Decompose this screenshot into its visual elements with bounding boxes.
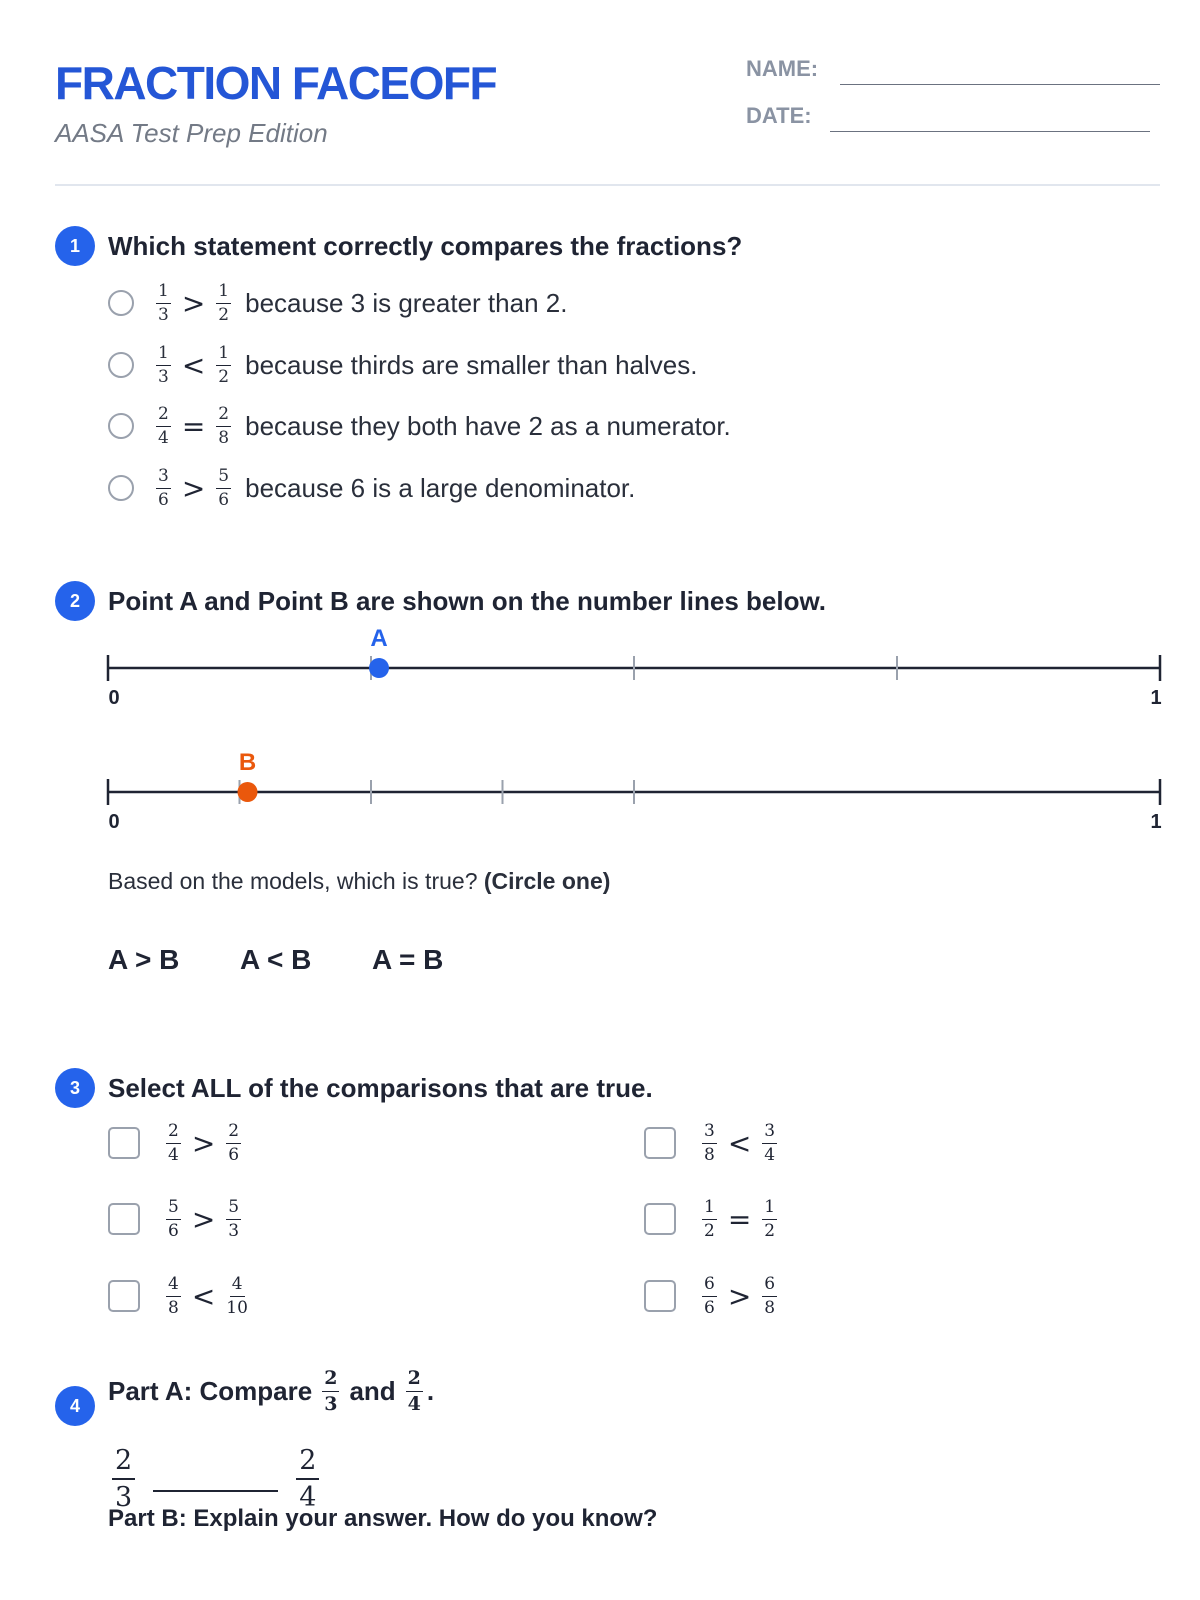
option-fraction-left: $\frac{1}{3}$: [158, 280, 169, 325]
part-a-and: and: [349, 1375, 396, 1406]
checkbox[interactable]: [108, 1203, 140, 1235]
item-fraction-right: $\frac{1}{2}$: [764, 1196, 776, 1241]
question-1-text: Which statement correctly compares the fractions?: [108, 231, 743, 261]
comparison-symbol: >: [727, 1279, 752, 1313]
option-reason: because 3 is greater than 2.: [245, 287, 568, 318]
question-3-text: Select ALL of the comparisons that are true.: [108, 1073, 653, 1103]
compare-fraction-left: $\frac{2}{3}$: [112, 1447, 135, 1511]
worksheet-subtitle: AASA Test Prep Edition: [55, 118, 328, 148]
point-label: A: [370, 625, 388, 652]
point-label: B: [238, 749, 257, 776]
option-fraction-right: $\frac{5}{6}$: [218, 465, 230, 510]
option-fraction-left: $\frac{2}{4}$: [158, 403, 169, 448]
question-4-part-a: [108, 1363, 434, 1419]
checkbox[interactable]: [108, 1280, 140, 1312]
part-a-fraction-2: $\frac{2}{4}$: [407, 1366, 421, 1415]
comparison-symbol: >: [181, 471, 206, 505]
option-fraction-left: $\frac{3}{6}$: [158, 465, 169, 510]
item-fraction-left: $\frac{3}{8}$: [704, 1120, 715, 1165]
comparison-symbol: >: [191, 1126, 216, 1160]
option-fraction-right: $\frac{1}{2}$: [218, 342, 230, 387]
prompt-text: Based on the models, which is true?: [108, 868, 478, 894]
question-2-badge: 2: [55, 581, 95, 621]
prompt-instruction: (Circle one): [483, 868, 611, 894]
comparison-checkbox-item[interactable]: [108, 1118, 243, 1168]
number-line-2: [108, 749, 1162, 833]
item-fraction-left: $\frac{6}{6}$: [704, 1273, 715, 1318]
comparison-symbol: =: [727, 1202, 752, 1236]
comparison-symbol: =: [181, 409, 206, 443]
item-fraction-right: $\frac{3}{4}$: [764, 1120, 776, 1165]
option-fraction-left: $\frac{1}{3}$: [158, 342, 169, 387]
checkbox[interactable]: [108, 1127, 140, 1159]
comparison-blank-row: [112, 1447, 319, 1511]
comparison-checkbox-item[interactable]: [644, 1118, 779, 1168]
item-fraction-right: $\frac{4}{10}$: [226, 1273, 248, 1318]
date-label: DATE:: [746, 103, 812, 128]
compare-fraction-right: $\frac{2}{4}$: [296, 1447, 319, 1511]
question-3-badge: 3: [55, 1068, 95, 1108]
option-reason: because thirds are smaller than halves.: [245, 349, 698, 380]
choice-a-less-b[interactable]: A < B: [240, 944, 312, 975]
point-a: [369, 658, 389, 678]
point-b: [238, 782, 258, 802]
item-fraction-left: $\frac{1}{2}$: [704, 1196, 715, 1241]
question-1-badge: 1: [55, 226, 95, 266]
item-fraction-left: $\frac{5}{6}$: [168, 1196, 179, 1241]
item-fraction-right: $\frac{5}{3}$: [228, 1196, 240, 1241]
item-fraction-right: $\frac{6}{8}$: [764, 1273, 776, 1318]
option-fraction-right: $\frac{1}{2}$: [218, 280, 230, 325]
item-fraction-left: $\frac{4}{8}$: [168, 1273, 179, 1318]
item-fraction-right: $\frac{2}{6}$: [228, 1120, 240, 1165]
choice-a-equal-b[interactable]: A = B: [372, 944, 444, 975]
worksheet-title: FRACTION FACEOFF: [55, 57, 497, 109]
option-fraction-right: $\frac{2}{8}$: [218, 403, 230, 448]
question-2-prompt: [108, 868, 610, 895]
end-label: 1: [1150, 811, 1162, 833]
comparison-checkbox-item[interactable]: [644, 1194, 779, 1244]
checkbox[interactable]: [644, 1203, 676, 1235]
comparison-symbol: >: [191, 1202, 216, 1236]
part-a-period: .: [426, 1375, 435, 1406]
comparison-symbol: <: [191, 1279, 216, 1313]
comparison-symbol: <: [727, 1126, 752, 1160]
name-label: NAME:: [746, 56, 819, 81]
comparison-symbol: <: [181, 348, 206, 382]
comparison-answer-blank[interactable]: [153, 1490, 278, 1492]
part-a-fraction-1: $\frac{2}{3}$: [324, 1366, 338, 1415]
choice-a-greater-b[interactable]: A > B: [108, 944, 180, 975]
item-fraction-left: $\frac{2}{4}$: [168, 1120, 179, 1165]
comparison-checkbox-item[interactable]: [644, 1271, 779, 1321]
comparison-checkbox-item[interactable]: [108, 1194, 243, 1244]
checkbox[interactable]: [644, 1280, 676, 1312]
option-reason: because 6 is a large denominator.: [245, 472, 636, 503]
checkbox[interactable]: [644, 1127, 676, 1159]
option-reason: because they both have 2 as a numerator.: [245, 410, 731, 441]
question-4-badge: 4: [55, 1386, 95, 1426]
comparison-checkbox-item[interactable]: [108, 1271, 250, 1321]
comparison-symbol: >: [181, 286, 206, 320]
start-label: 0: [108, 687, 120, 709]
part-a-prefix: Part A: Compare: [108, 1375, 313, 1406]
question-2-text: Point A and Point B are shown on the number lines below.: [108, 586, 826, 616]
start-label: 0: [108, 811, 120, 833]
end-label: 1: [1150, 687, 1162, 709]
question-4-part-b: Part B: Explain your answer. How do you know?: [108, 1505, 658, 1532]
number-line-1: [108, 625, 1162, 709]
